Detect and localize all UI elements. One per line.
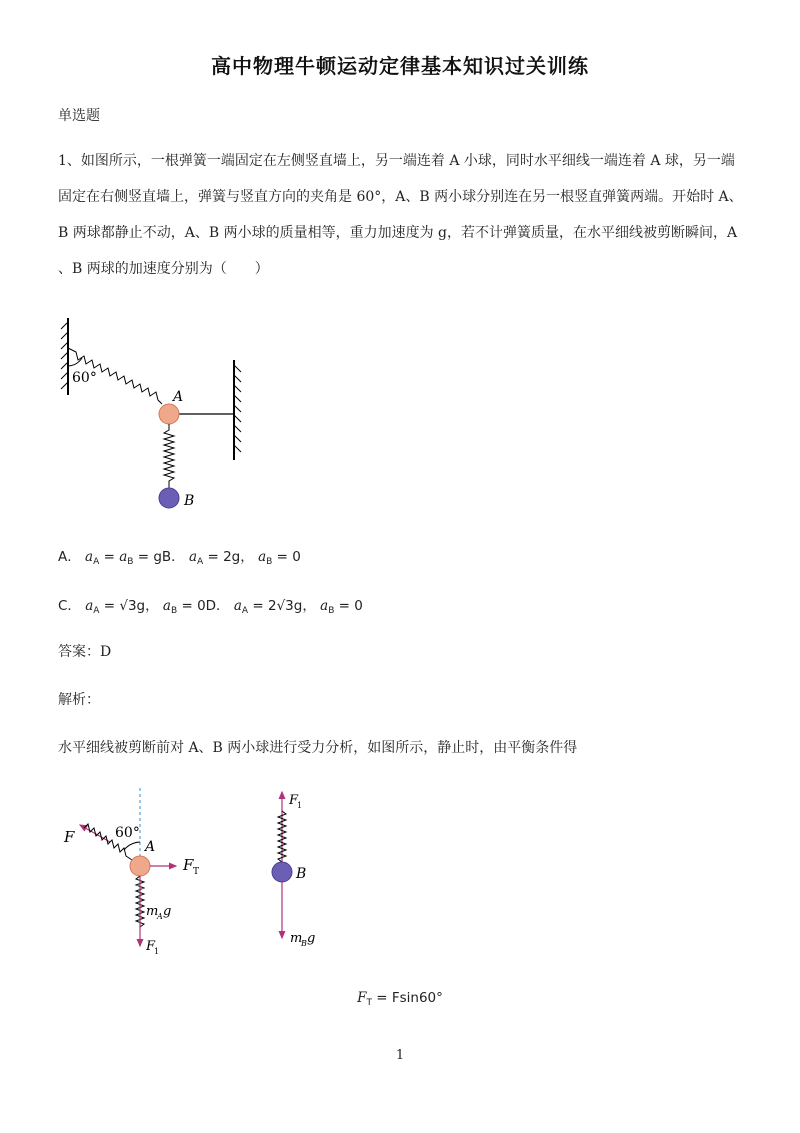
option-text: = gB． xyxy=(133,549,185,565)
option-text: = xyxy=(99,549,120,565)
force-f-label: F xyxy=(64,828,75,846)
question-line: B 两球都静止不动，A、B 两小球的质量相等，重力加速度为 g，若不计弹簧质量，在水平细线被剪断瞬间，A xyxy=(58,225,738,241)
sub-b: B xyxy=(127,557,134,567)
option-text: = 0D． xyxy=(177,598,230,614)
angle-label-2: 60° xyxy=(115,825,140,841)
formula-lhs: F xyxy=(357,990,367,1006)
option-text: = 0 xyxy=(272,549,301,565)
question-line: 1、如图所示，一根弹簧一端固定在左侧竖直墙上，另一端连着 A 小球，同时水平细线一端连着 A 球，另一端 xyxy=(58,153,735,169)
mbg-label-m: m xyxy=(290,931,303,946)
sub-a: A xyxy=(93,557,100,567)
option-text: = 2√3g， xyxy=(248,598,316,614)
formula-rhs: = Fsin60° xyxy=(371,990,443,1006)
analysis-label: 解析： xyxy=(58,692,100,708)
question-text xyxy=(58,143,748,287)
force-ft-sub: T xyxy=(193,867,200,877)
formula xyxy=(0,990,800,1008)
mbg-label-g: g xyxy=(307,931,316,946)
mbg-label-sub: B xyxy=(301,939,307,948)
sub-b: B xyxy=(266,557,273,567)
figure-spring-system xyxy=(58,310,258,520)
force-f1-label: F xyxy=(146,939,156,954)
label-b: B xyxy=(184,493,195,509)
section-heading: 单选题 xyxy=(58,108,100,124)
option-row-cd xyxy=(58,594,363,616)
option-c-prefix: C． xyxy=(58,598,81,614)
ball-b xyxy=(272,862,292,882)
option-text: = 0 xyxy=(334,598,363,614)
sub-a: A xyxy=(197,557,204,567)
mag-label-g: g xyxy=(163,904,172,919)
force-f1-b-sub: 1 xyxy=(297,801,303,810)
answer: 答案：D xyxy=(58,644,112,660)
mag-label-sub: A xyxy=(157,912,163,921)
option-text: = √3g， xyxy=(99,598,159,614)
option-a-prefix: A． xyxy=(58,549,81,565)
var-a: a xyxy=(258,549,267,565)
analysis-text: 水平细线被剪断前对 A、B 两小球进行受力分析，如图所示，静止时，由平衡条件得 xyxy=(58,740,578,756)
angle-label: 60° xyxy=(72,370,97,386)
var-a: a xyxy=(320,598,329,614)
ball-a xyxy=(159,404,179,424)
var-a: a xyxy=(162,598,171,614)
option-text: = 2g， xyxy=(203,549,254,565)
page-number: 1 xyxy=(395,1048,405,1063)
sub-b: B xyxy=(170,606,178,616)
label-a: A xyxy=(173,389,184,405)
force-f1-b-label: F xyxy=(289,793,299,808)
question-line: 固定在右侧竖直墙上，弹簧与竖直方向的夹角是 60°，A、B 两小球分别连在另一根竖直弹簧两端。开始时 A、 xyxy=(58,189,743,205)
force-ft-label: F xyxy=(183,856,194,874)
formula-lhs-sub: T xyxy=(366,998,372,1008)
var-a: a xyxy=(119,549,128,565)
figure-force-analysis xyxy=(58,780,358,970)
label-b-2: B xyxy=(296,866,307,882)
sub-b: B xyxy=(328,606,335,616)
var-a: a xyxy=(85,598,94,614)
page-title: 高中物理牛顿运动定律基本知识过关训练 xyxy=(211,54,589,78)
var-a: a xyxy=(85,549,94,565)
ball-a xyxy=(130,856,150,876)
sub-a: A xyxy=(93,606,100,616)
ball-b xyxy=(159,488,179,508)
force-f1-sub: 1 xyxy=(154,947,160,956)
sub-a: A xyxy=(241,606,249,616)
question-line: 、B 两球的加速度分别为（ ） xyxy=(58,261,269,277)
var-a: a xyxy=(188,549,198,565)
mag-label-m: m xyxy=(146,904,159,919)
option-row-ab xyxy=(58,545,301,567)
label-a-2: A xyxy=(145,839,156,855)
var-a: a xyxy=(233,598,242,614)
